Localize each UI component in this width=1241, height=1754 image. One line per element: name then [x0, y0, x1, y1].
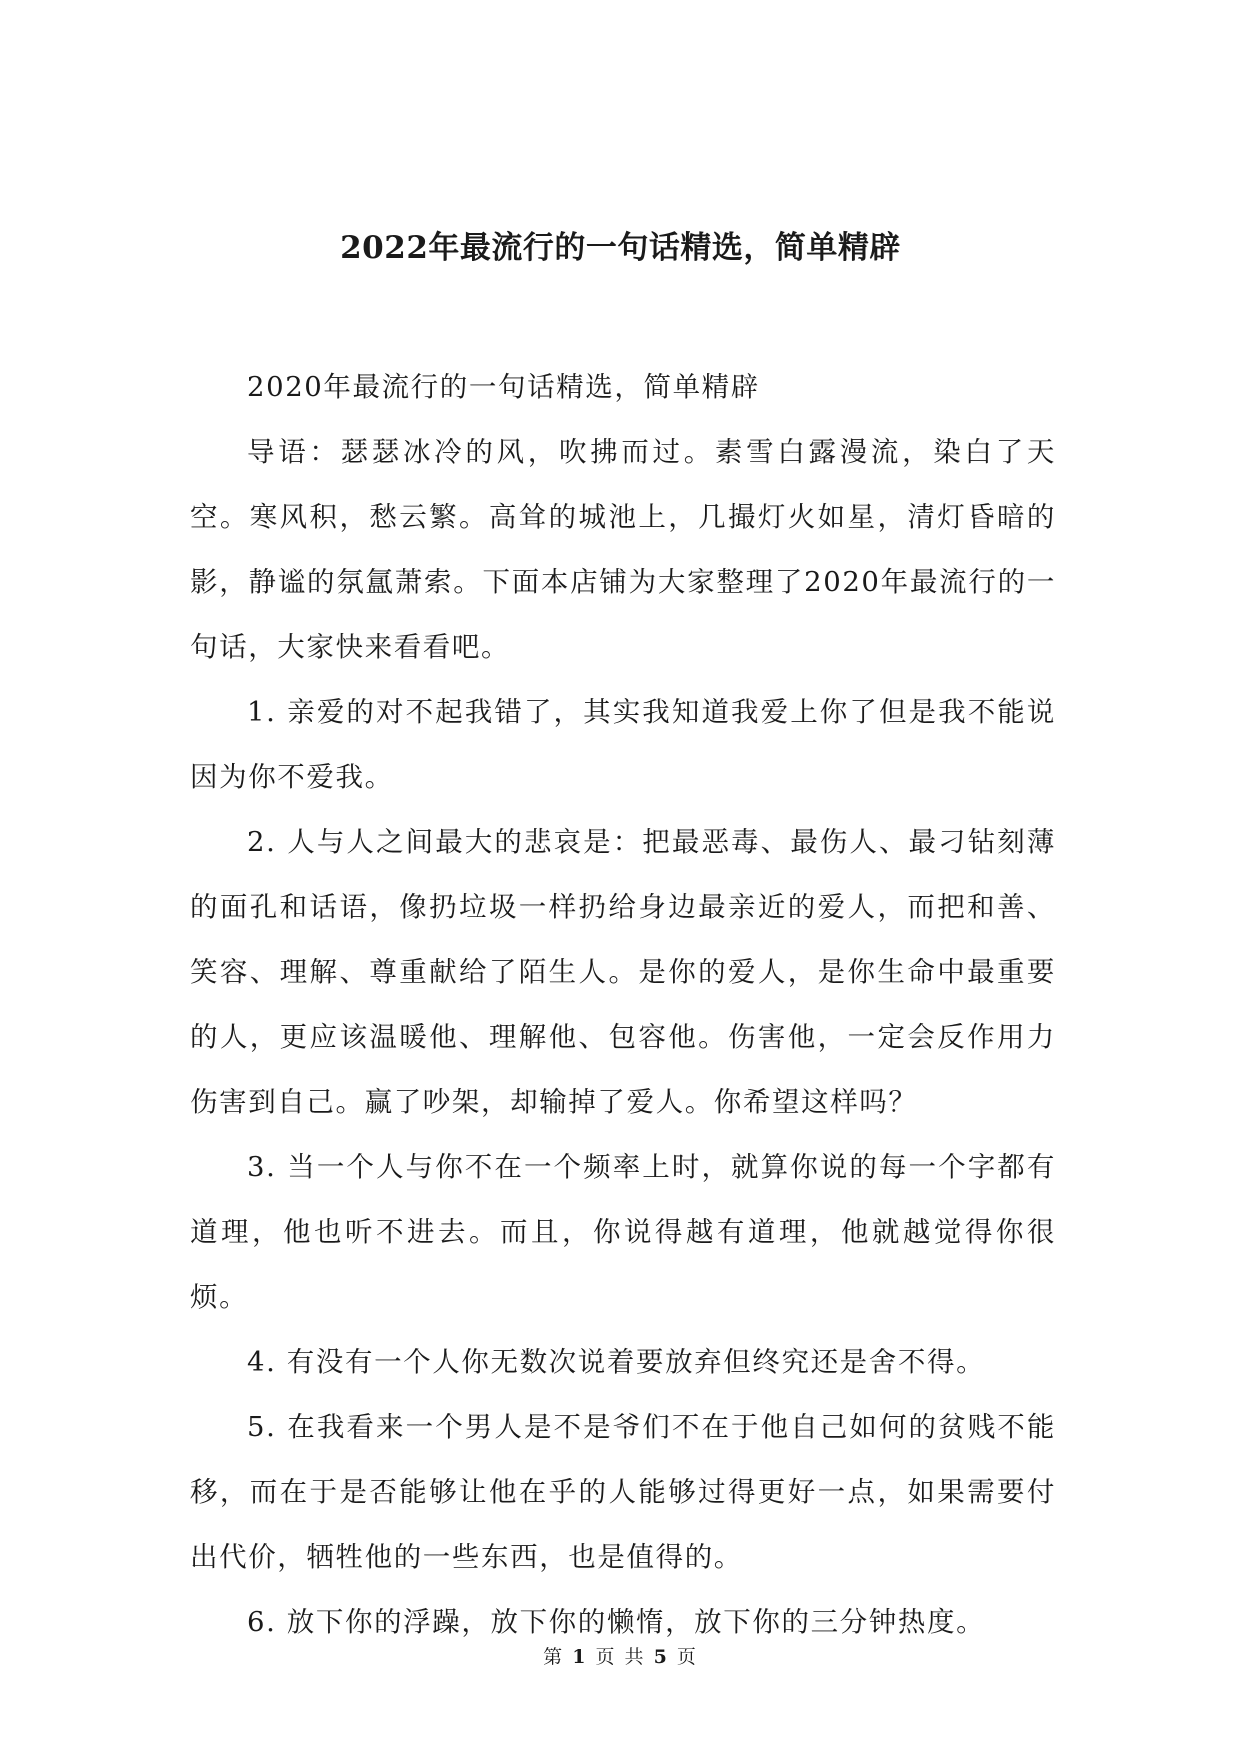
paragraph-item-1: 1. 亲爱的对不起我错了，其实我知道我爱上你了但是我不能说因为你不爱我。 — [190, 696, 1056, 793]
total-pages-number: 5 — [653, 1646, 669, 1668]
document-body — [190, 355, 1056, 1655]
current-page-number: 1 — [572, 1646, 588, 1668]
paragraph-item-5: 5. 在我看来一个男人是不是爷们不在于他自己如何的贫贱不能移，而在于是否能够让他在乎的人能够过得更好一点，如果需要付出代价，牺牲他的一些东西，也是值得的。 — [190, 1411, 1056, 1573]
paragraph-subtitle: 2020年最流行的一句话精选，简单精辟 — [247, 371, 760, 403]
paragraph-item-6: 6. 放下你的浮躁，放下你的懒惰，放下你的三分钟热度。 — [247, 1606, 986, 1638]
paragraph-intro: 导语：瑟瑟冰冷的风，吹拂而过。素雪白露漫流，染白了天空。寒风积，愁云繁。高耸的城池上，几撮灯火如星，清灯昏暗的影，静谧的氛氲萧索。下面本店铺为大家整理了2020年最流行的一句话，大家快来看看吧。 — [190, 436, 1056, 663]
paragraph-item-4: 4. 有没有一个人你无数次说着要放弃但终究还是舍不得。 — [247, 1346, 986, 1378]
document-title: 2022年最流行的一句话精选，简单精辟 — [340, 230, 901, 266]
footer-suffix: 页 — [676, 1646, 698, 1668]
paragraph-item-3: 3. 当一个人与你不在一个频率上时，就算你说的每一个字都有道理，他也听不进去。而且，你说得越有道理，他就越觉得你很烦。 — [190, 1151, 1056, 1313]
page-footer — [0, 1645, 1241, 1669]
footer-prefix: 第 — [543, 1646, 565, 1668]
paragraph-item-2: 2. 人与人之间最大的悲哀是：把最恶毒、最伤人、最刁钻刻薄的面孔和话语，像扔垃圾一样扔给身边最亲近的爱人，而把和善、笑容、理解、尊重献给了陌生人。是你的爱人，是你生命中最重要的人，更应该温暖他、理解他、包容他。伤害他，一定会反作用力伤害到自己。赢了吵架，却输掉了爱人。你希望这样吗？ — [190, 826, 1056, 1118]
footer-middle: 页 共 — [595, 1646, 646, 1668]
